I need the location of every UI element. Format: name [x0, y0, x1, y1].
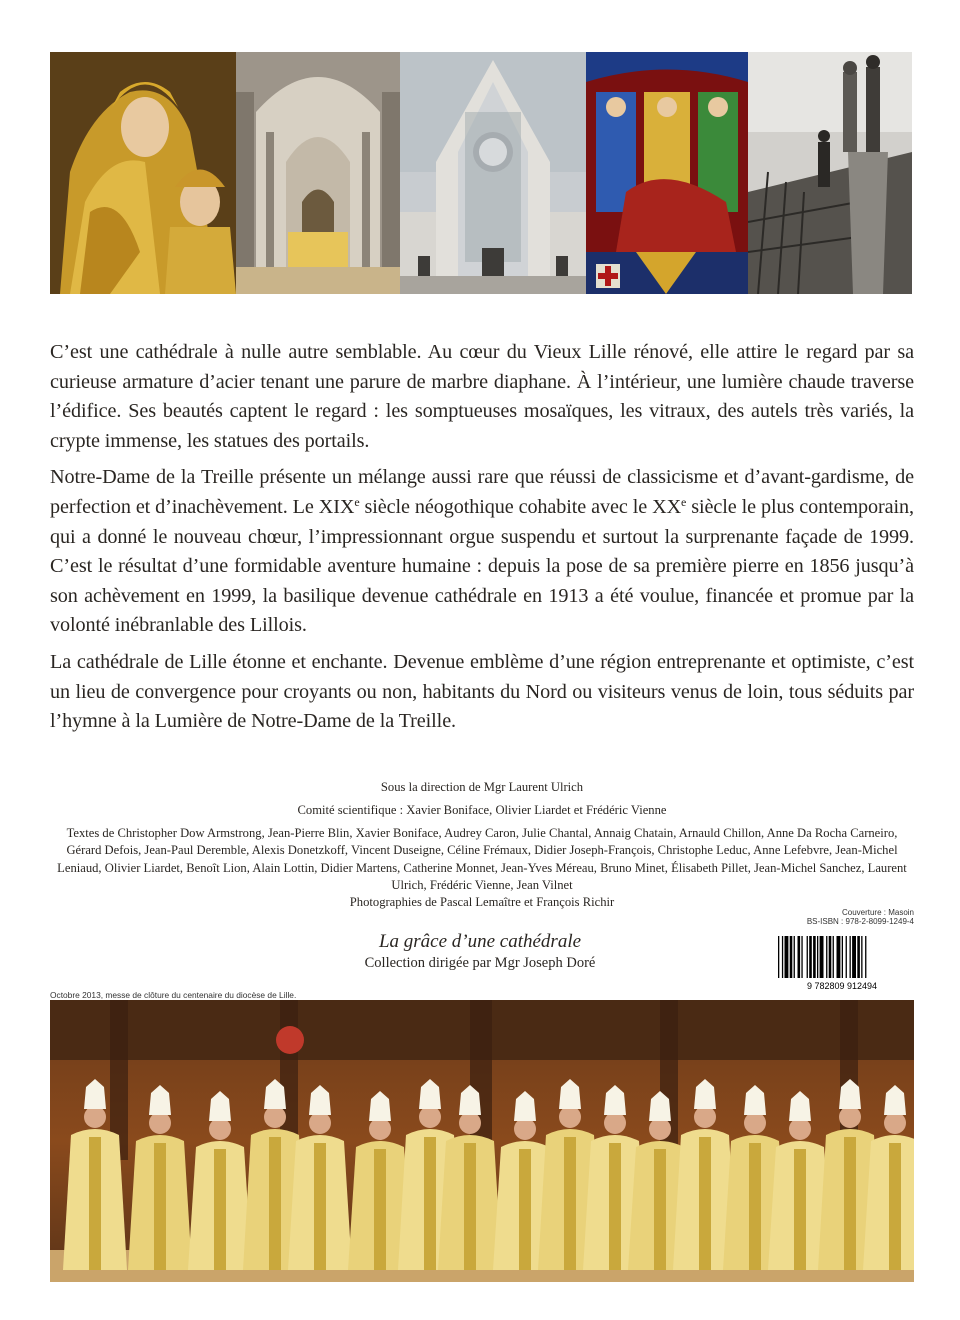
credit-comite: Comité scientifique : Xavier Boniface, Olivier Liardet et Frédéric Vienne	[297, 803, 667, 818]
paragraph-history	[50, 463, 914, 641]
body-text	[50, 338, 914, 744]
photo-caption: Octobre 2013, messe de clôture du centenaire du diocèse de Lille.	[50, 990, 297, 1000]
photo-stained-glass	[586, 52, 748, 294]
barcode-icon	[770, 936, 914, 990]
paragraph-history-part2: siècle néogothique cohabite avec le XX	[359, 495, 682, 518]
collection-subtitle: Collection dirigée par Mgr Joseph Doré	[364, 955, 596, 971]
photo-bishops	[50, 1000, 914, 1282]
paragraph-history-part1: Notre-Dame de la Treille présente un mélange aussi rare que réussi de classicisme et d’avant-gardisme, de perfection et d’inachèvement. Le XIX	[50, 466, 914, 518]
superscript-e: e	[681, 494, 687, 509]
credits	[50, 779, 914, 912]
superscript-e: e	[354, 494, 360, 509]
isbn-line: BS-ISBN : 978-2-8099-1249-4	[806, 917, 914, 926]
credit-textes: Textes de Christopher Dow Armstrong, Jean-Pierre Blin, Xavier Boniface, Audrey Caron, Julie Chantal, Annaig Chatain, Arnauld Chillon, Anne Da Rocha Carneiro, Gérard Defois, Jean-Paul Deremble, Alexis Donetzkoff, Vincent Duseigne, Céline Frémaux, Didier Joseph-François, Christophe Leduc, Anne Lefebvre, Jean-Michel Leniaud, Olivier Liardet, Benoît Lion, Alain Lottin, Didier Martens, Catherine Monnet, Jean-Yves Méreau, Bruno Minet, Élisabeth Pillet, Jean-Michel Sanchez, Laurent Ulrich, Frédéric Vienne, Jean Vilnet	[57, 825, 907, 893]
barcode-block	[770, 908, 914, 990]
photo-virgin-statue	[50, 52, 236, 294]
collection-title: La grâce d’une cathédrale	[378, 931, 582, 952]
photo-nave-interior	[236, 52, 400, 294]
photo-construction	[748, 52, 912, 294]
credit-photos: Photographies de Pascal Lemaître et François Richir	[349, 895, 615, 910]
collection-block	[248, 930, 712, 972]
paragraph-intro: C’est une cathédrale à nulle autre semblable. Au cœur du Vieux Lille rénové, elle attire le regard par sa curieuse armature d’acier tenant une parure de marbre diaphane. À l’intérieur, une lumière chaude traverse l’édifice. Ses beautés captent le regard : les somptueuses mosaïques, les vitraux, des autels très variés, la crypte immense, les statues des portails.	[50, 341, 914, 452]
cover-credit: Couverture : Masoin	[841, 908, 914, 917]
credit-direction: Sous la direction de Mgr Laurent Ulrich	[380, 780, 584, 794]
paragraph-conclusion: La cathédrale de Lille étonne et enchante. Devenue emblème d’une région entreprenante et optimiste, c’est un lieu de convergence pour croyants ou non, habitants du Nord ou visiteurs venus de loin, tous séduits par l’hymne à la Lumière de Notre-Dame de la Treille.	[50, 650, 914, 733]
photo-strip	[50, 52, 912, 294]
paragraph-history-part3: siècle le plus contemporain, qui a donné le nouveau chœur, l’impressionnant orgue suspendu et surtout la surprenante façade de 1999. C’est le résultat d’une formidable aventure humaine : depuis la pose de sa première pierre en 1856 jusqu’à son achèvement en 1999, la basilique devenue cathédrale en 1913 a été voulue, financée et promue par la volonté inébranlable des Lillois.	[50, 495, 914, 637]
barcode-digits: 9 782809 912494	[806, 981, 878, 990]
photo-facade	[400, 52, 586, 294]
